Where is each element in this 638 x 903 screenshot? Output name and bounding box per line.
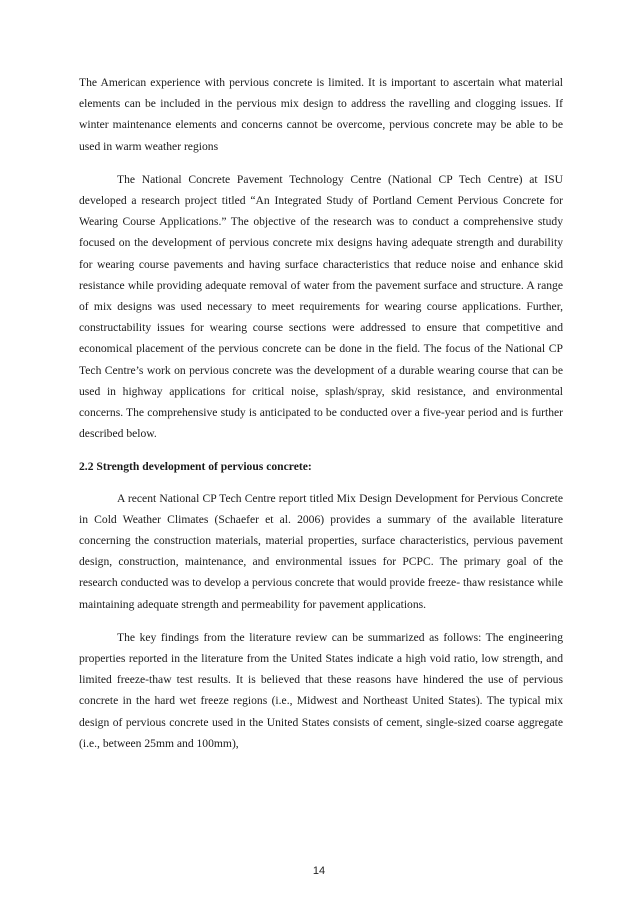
paragraph-mix-design-report: A recent National CP Tech Centre report titled Mix Design Development for Pervious Concrete in Cold Weather Climates (Schaefer et al. 2006) provides a summary of the available literature concerning the construction materials, material properties, surface characteristics, pervious pavement design, construction, maintenance, and environmental issues for PCPC. The primary goal of the research conducted was to develop a pervious concrete that would provide freeze- thaw resistance while maintaining adequate strength and permeability for pavement applications. (79, 491, 563, 611)
page-number: 14 (312, 865, 326, 877)
document-page (79, 72, 563, 766)
section-heading: 2.2 Strength development of pervious concrete: (79, 460, 312, 474)
paragraph-national-cp-tech-centre: The National Concrete Pavement Technology Centre (National CP Tech Centre) at ISU developed a research project titled “An Integrated Study of Portland Cement Pervious Concrete for Wearing Course Applications.” The objective of the research was to conduct a comprehensive study focused on the development of pervious concrete mix designs having adequate strength and durability for wearing course pavements and having surface characteristics that reduce noise and enhance skid resistance while providing adequate removal of water from the pavement surface and structure. A range of mix designs was used necessary to meet requirements for wearing course applications. Further, constructability issues for wearing course sections were addressed to ensure that competitive and economical placement of the pervious concrete can be done in the field. The focus of the National CP Tech Centre’s work on pervious concrete was the development of a durable wearing course that can be used in highway applications for critical noise, splash/spray, skid resistance, and environmental concerns. The comprehensive study is anticipated to be conducted over a five-year period and is further described below. (79, 172, 563, 441)
paragraph-american-experience: The American experience with pervious concrete is limited. It is important to ascertain what material elements can be included in the pervious mix design to address the ravelling and clogging issues. If winter maintenance elements and concerns cannot be overcome, pervious concrete may be able to be used in warm weather regions (79, 76, 563, 153)
paragraph-key-findings: The key findings from the literature review can be summarized as follows: The engineering properties reported in the literature from the United States indicate a high void ratio, low strength, and limited freeze-thaw test results. It is believed that these reasons have hindered the use of pervious concrete in the hard wet freeze regions (i.e., Midwest and Northeast United States). The typical mix design of pervious concrete used in the United States consists of cement, single-sized coarse aggregate (i.e., between 25mm and 100mm), (79, 630, 563, 750)
